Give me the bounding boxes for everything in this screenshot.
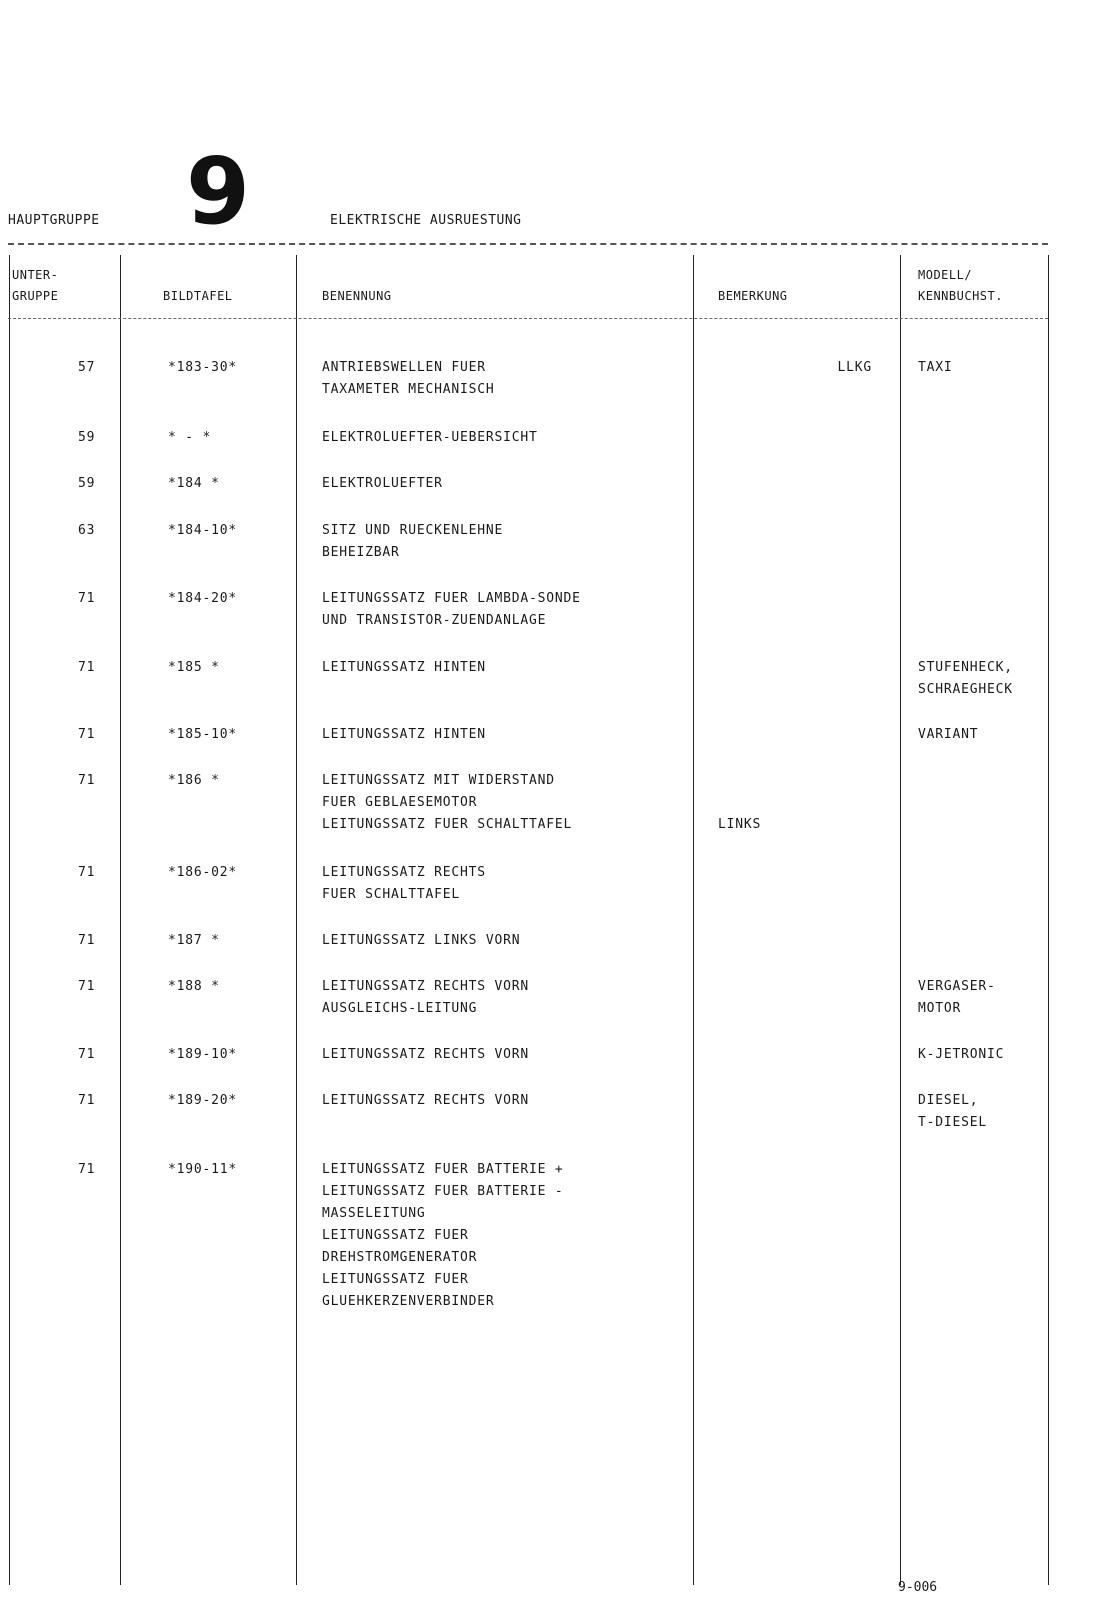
cell-benennung: LEITUNGSSATZ HINTEN xyxy=(322,660,486,675)
column-divider xyxy=(1048,255,1049,1585)
cell-untergruppe: 71 xyxy=(78,591,96,606)
cell-untergruppe: 57 xyxy=(78,360,96,375)
cell-bildtafel: *190-11* xyxy=(168,1162,238,1177)
cell-untergruppe: 71 xyxy=(78,727,96,742)
cell-bildtafel: *184-10* xyxy=(168,523,238,538)
cell-bildtafel: *183-30* xyxy=(168,360,238,375)
cell-untergruppe: 59 xyxy=(78,476,96,491)
cell-bildtafel: * - * xyxy=(168,430,212,445)
group-number: 9 xyxy=(186,138,251,245)
col-header-benennung: BENENNUNG xyxy=(322,289,392,303)
cell-bildtafel: *184 * xyxy=(168,476,220,491)
cell-modell: K-JETRONIC xyxy=(918,1047,1005,1062)
cell-bildtafel: *189-10* xyxy=(168,1047,238,1062)
cell-benennung: LEITUNGSSATZ FUER BATTERIE + LEITUNGSSATZ FUER BATTERIE - MASSELEITUNG LEITUNGSSATZ FUER DREHSTROMGENERATOR LEITUNGSSATZ FUER GLUEHKERZENVERBINDER xyxy=(322,1162,564,1309)
cell-bildtafel: *185-10* xyxy=(168,727,238,742)
col-header-bemerkung: BEMERKUNG xyxy=(718,289,788,303)
cell-untergruppe: 71 xyxy=(78,1162,96,1177)
page-number: 9-006 xyxy=(898,1580,938,1595)
cell-untergruppe: 71 xyxy=(78,1047,96,1062)
cell-benennung: ELEKTROLUEFTER xyxy=(322,476,443,491)
cell-untergruppe: 71 xyxy=(78,865,96,880)
cell-bildtafel: *184-20* xyxy=(168,591,238,606)
cell-benennung: LEITUNGSSATZ RECHTS VORN AUSGLEICHS-LEITUNG xyxy=(322,979,530,1016)
cell-bemerkung: LLKG xyxy=(837,360,872,375)
cell-benennung: LEITUNGSSATZ RECHTS VORN xyxy=(322,1093,530,1108)
cell-bildtafel: *186-02* xyxy=(168,865,238,880)
cell-modell: DIESEL, T-DIESEL xyxy=(918,1093,988,1130)
cell-benennung: LEITUNGSSATZ HINTEN xyxy=(322,727,486,742)
column-divider xyxy=(693,255,694,1585)
cell-benennung: ANTRIEBSWELLEN FUER TAXAMETER MECHANISCH xyxy=(322,360,495,397)
cell-bildtafel: *187 * xyxy=(168,933,220,948)
cell-untergruppe: 71 xyxy=(78,979,96,994)
cell-benennung: LEITUNGSSATZ MIT WIDERSTAND FUER GEBLAESEMOTOR LEITUNGSSATZ FUER SCHALTTAFEL xyxy=(322,773,573,832)
cell-untergruppe: 63 xyxy=(78,523,96,538)
cell-benennung: LEITUNGSSATZ LINKS VORN xyxy=(322,933,521,948)
cell-modell: VERGASER- MOTOR xyxy=(918,979,996,1016)
cell-bildtafel: *188 * xyxy=(168,979,220,994)
cell-modell: STUFENHECK, SCHRAEGHECK xyxy=(918,660,1013,697)
column-divider xyxy=(9,255,10,1585)
cell-benennung: LEITUNGSSATZ FUER LAMBDA-SONDE UND TRANSISTOR-ZUENDANLAGE xyxy=(322,591,581,628)
hauptgruppe-label: HAUPTGRUPPE xyxy=(8,213,100,228)
col-header-bildtafel: BILDTAFEL xyxy=(163,289,233,303)
cell-modell: VARIANT xyxy=(918,727,979,742)
cell-bildtafel: *186 * xyxy=(168,773,220,788)
cell-modell: TAXI xyxy=(918,360,953,375)
cell-benennung: LEITUNGSSATZ RECHTS VORN xyxy=(322,1047,530,1062)
group-title: ELEKTRISCHE AUSRUESTUNG xyxy=(330,213,522,228)
cell-bildtafel: *189-20* xyxy=(168,1093,238,1108)
cell-untergruppe: 71 xyxy=(78,933,96,948)
cell-untergruppe: 71 xyxy=(78,1093,96,1108)
col-header-untergruppe: UNTER- GRUPPE xyxy=(12,268,59,303)
column-divider xyxy=(296,255,297,1585)
cell-bildtafel: *185 * xyxy=(168,660,220,675)
cell-untergruppe: 71 xyxy=(78,660,96,675)
cell-untergruppe: 59 xyxy=(78,430,96,445)
column-header-divider xyxy=(8,318,1048,319)
col-header-modell: MODELL/ KENNBUCHST. xyxy=(918,268,1003,303)
column-divider xyxy=(900,255,901,1585)
cell-benennung: LEITUNGSSATZ RECHTS FUER SCHALTTAFEL xyxy=(322,865,486,902)
header-divider xyxy=(8,243,1048,245)
cell-untergruppe: 71 xyxy=(78,773,96,788)
cell-benennung: SITZ UND RUECKENLEHNE BEHEIZBAR xyxy=(322,523,504,560)
column-divider xyxy=(120,255,121,1585)
cell-bemerkung: LINKS xyxy=(718,817,762,832)
cell-benennung: ELEKTROLUEFTER-UEBERSICHT xyxy=(322,430,538,445)
